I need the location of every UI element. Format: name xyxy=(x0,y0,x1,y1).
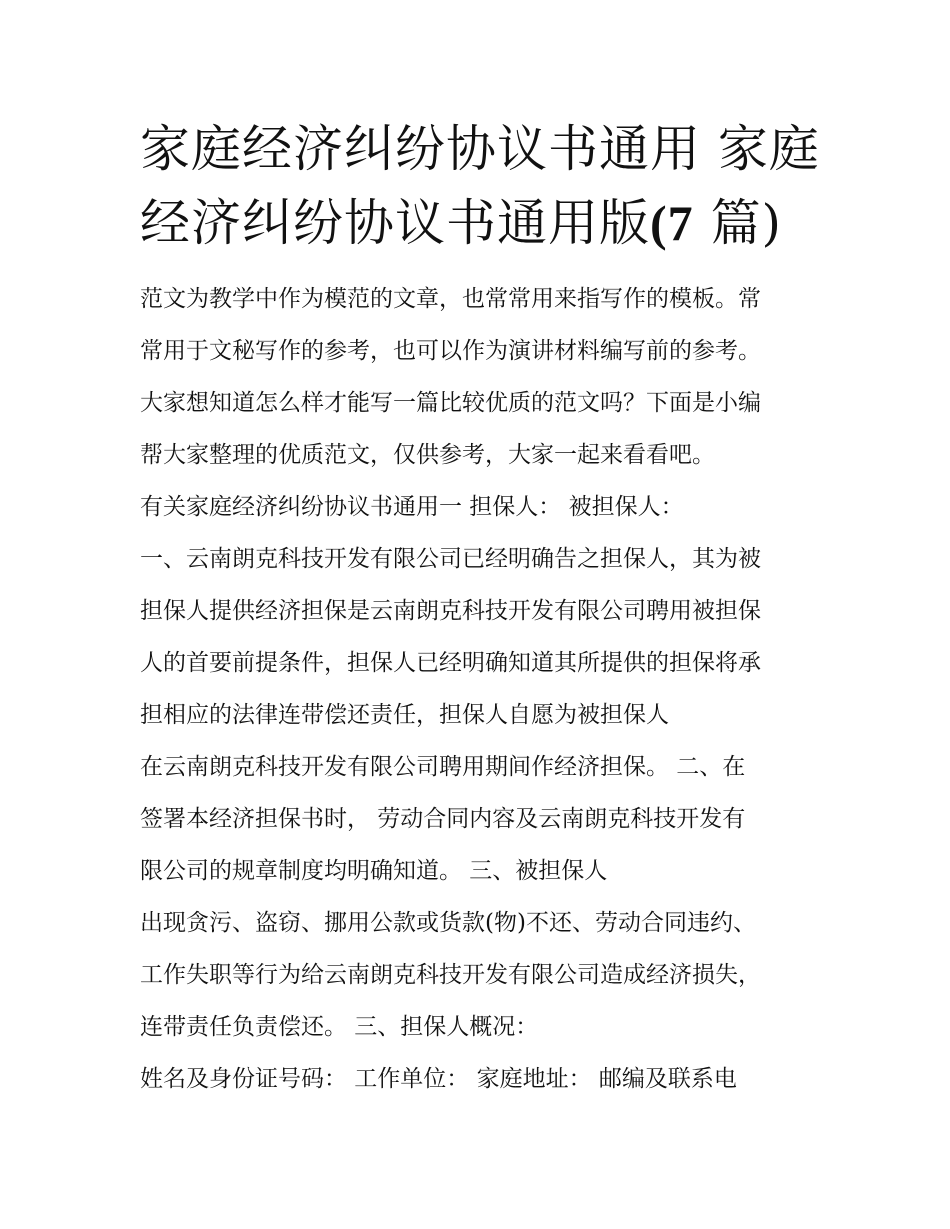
document-title xyxy=(140,112,820,260)
body-line: 有关家庭经济纠纷协议书通用一 担保人： 被担保人： xyxy=(140,494,684,520)
body-line: 大家想知道怎么样才能写一篇比较优质的范文吗？下面是小编 xyxy=(140,390,761,416)
body-line: 一、云南朗克科技开发有限公司已经明确告之担保人，其为被 xyxy=(140,546,761,572)
body-line: 担保人提供经济担保是云南朗克科技开发有限公司聘用被担保 xyxy=(140,598,761,624)
body-line: 限公司的规章制度均明确知道。 三、被担保人 xyxy=(140,858,608,884)
body-line: 姓名及身份证号码： 工作单位： 家庭地址： 邮编及联系电 xyxy=(140,1066,737,1092)
body-line: 常用于文秘写作的参考，也可以作为演讲材料编写前的参考。 xyxy=(140,338,761,364)
document-body xyxy=(140,282,820,1114)
body-line: 出现贪污、盗窃、挪用公款或货款(物)不还、劳动合同违约、 xyxy=(140,910,756,936)
title-count-suffix: 篇) xyxy=(710,194,783,252)
body-line: 担相应的法律连带偿还责任，担保人自愿为被担保人 xyxy=(140,702,669,728)
title-count-number: (7 xyxy=(650,195,694,251)
body-line: 帮大家整理的优质范文，仅供参考，大家一起来看看吧。 xyxy=(140,442,715,468)
title-line-2 xyxy=(140,186,820,260)
body-line: 签署本经济担保书时， 劳动合同内容及云南朗克科技开发有 xyxy=(140,806,746,832)
body-line: 人的首要前提条件，担保人已经明确知道其所提供的担保将承 xyxy=(140,650,761,676)
body-line: 在云南朗克科技开发有限公司聘用期间作经济担保。 二、在 xyxy=(140,754,746,780)
body-line: 范文为教学中作为模范的文章，也常常用来指写作的模板。常 xyxy=(140,286,761,312)
body-line: 工作失职等行为给云南朗克科技开发有限公司造成经济损失， xyxy=(140,962,761,988)
body-line: 连带责任负责偿还。 三、担保人概况： xyxy=(140,1014,539,1040)
title-line-1: 家庭经济纠纷协议书通用 家庭 xyxy=(140,120,820,178)
title-line-2-text: 经济纠纷协议书通用版 xyxy=(140,194,650,252)
